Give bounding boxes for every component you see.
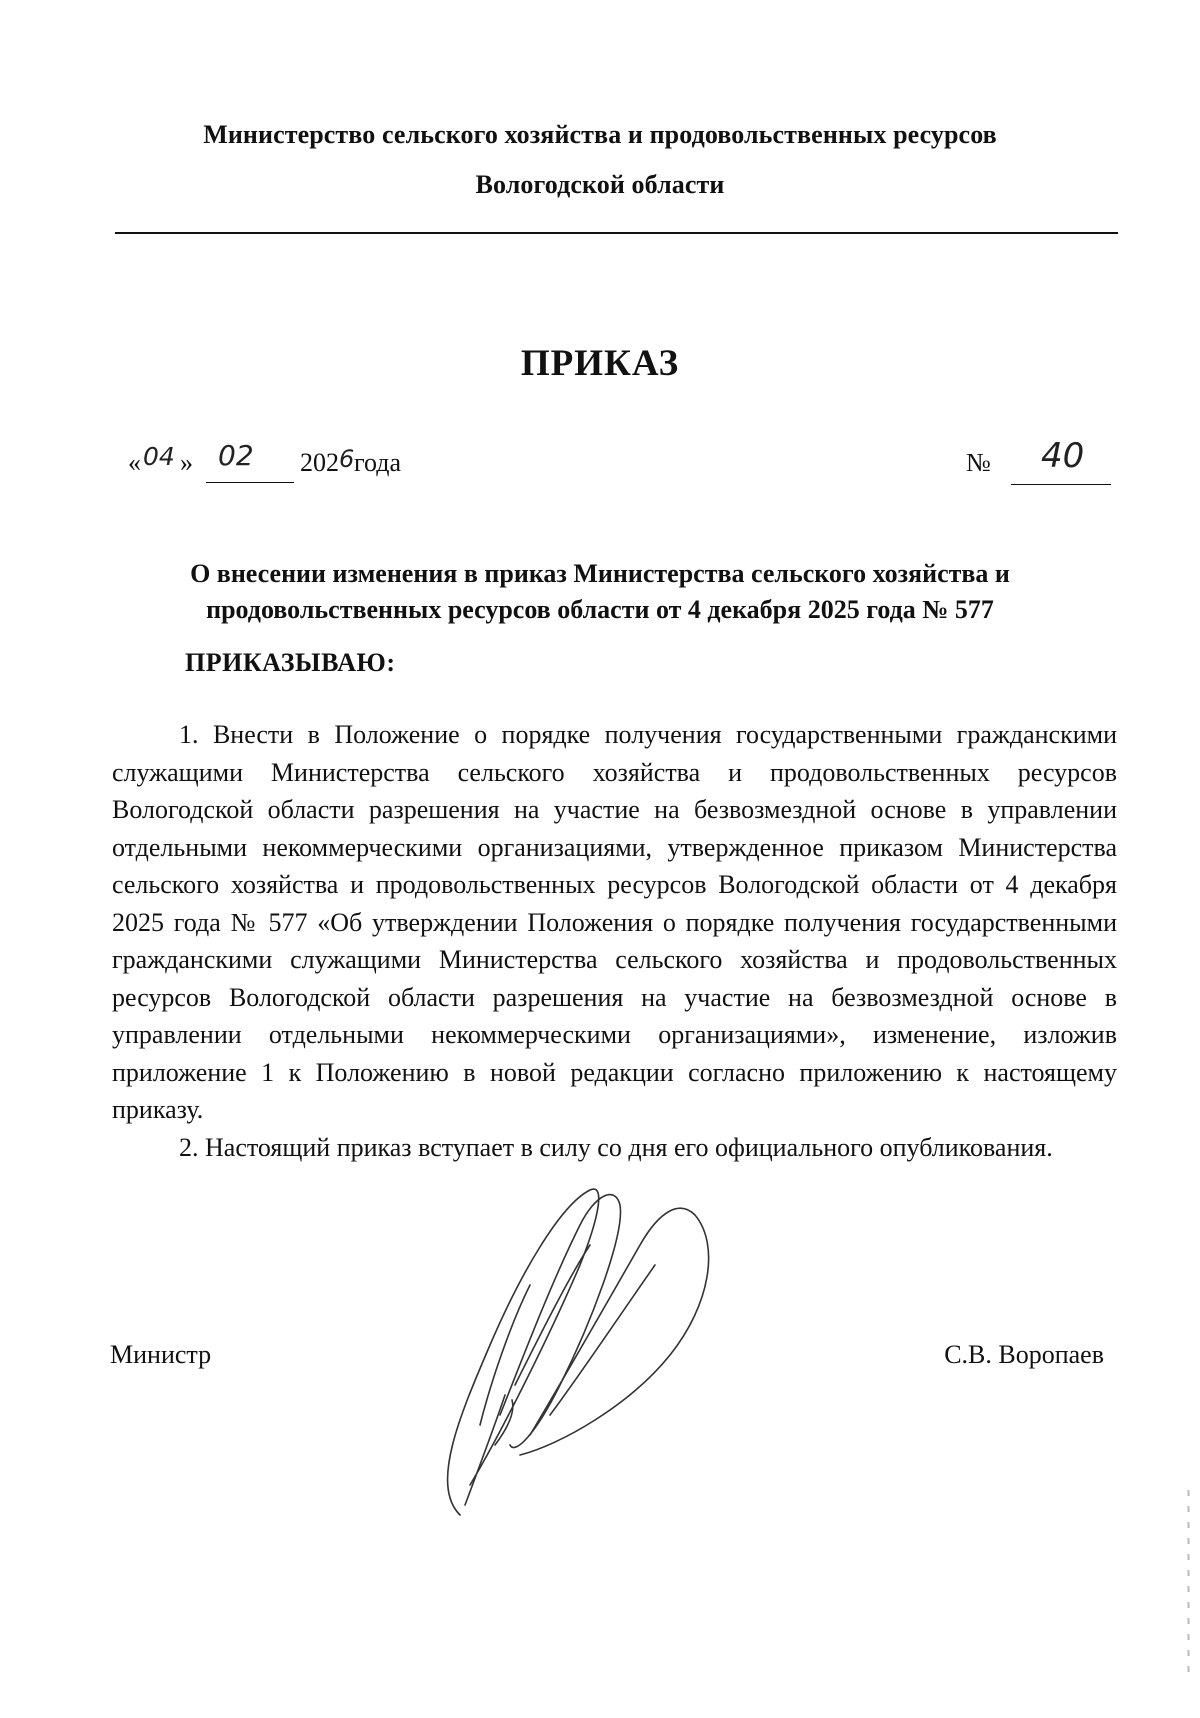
handwritten-signature bbox=[420, 1185, 750, 1585]
header-divider bbox=[115, 232, 1118, 234]
date-year-word: года bbox=[354, 448, 402, 477]
order-directive: ПРИКАЗЫВАЮ: bbox=[185, 648, 396, 677]
subject-line-2: продовольственных ресурсов области от 4 декабря 2025 года № 577 bbox=[206, 595, 994, 624]
paragraph-2: 2. Настоящий приказ вступает в силу со дня его официального опубликования. bbox=[179, 1132, 1053, 1162]
signatory-role: Министр bbox=[110, 1340, 212, 1369]
date-close-quote: » bbox=[180, 448, 193, 477]
date-month: 02 bbox=[218, 439, 254, 472]
order-body bbox=[112, 716, 1117, 1166]
scan-edge-mark bbox=[1187, 1490, 1190, 1680]
subject-line-1: О внесении изменения в приказ Министерства сельского хозяйства и bbox=[190, 559, 1010, 588]
document-type-title: ПРИКАЗ bbox=[520, 343, 680, 384]
date-year-suffix: 6 bbox=[339, 445, 355, 473]
date-year-prefix: 202 bbox=[300, 448, 339, 477]
number-value: 40 bbox=[1041, 436, 1085, 476]
region-name: Вологодской области bbox=[475, 170, 725, 199]
number-label: № bbox=[966, 448, 991, 477]
date-month-blank bbox=[206, 482, 294, 483]
ministry-name: Министерство сельского хозяйства и продовольственных ресурсов bbox=[203, 120, 997, 149]
document-number bbox=[966, 436, 1126, 488]
paragraph-1: 1. Внести в Положение о порядке получения государственными гражданскими служащими Министерства сельского хозяйства и продовольственных ресурсов Вологодской области разрешения на участие на безвозмездной основе в управлении отдельными некоммерческими организациями, утвержденное приказом Министерства сельского хозяйства и продовольственных ресурсов Вологодской области от 4 декабря 2025 года № 577 «Об утверждении Положения о порядке получения государственными гражданскими служащими Министерства сельского хозяйства и продовольственных ресурсов Вологодской области разрешения на участие на безвозмездной основе в управлении отдельными некоммерческими организациями», изменение, изложив приложение 1 к Положению в новой редакции согласно приложению к настоящему приказу. bbox=[112, 720, 1117, 1124]
date-open-quote: « bbox=[128, 448, 141, 477]
document-subject bbox=[0, 556, 1200, 628]
date-day: 04 bbox=[143, 442, 175, 471]
number-blank bbox=[1011, 484, 1111, 485]
signatory-name: С.В. Воропаев bbox=[944, 1340, 1104, 1369]
